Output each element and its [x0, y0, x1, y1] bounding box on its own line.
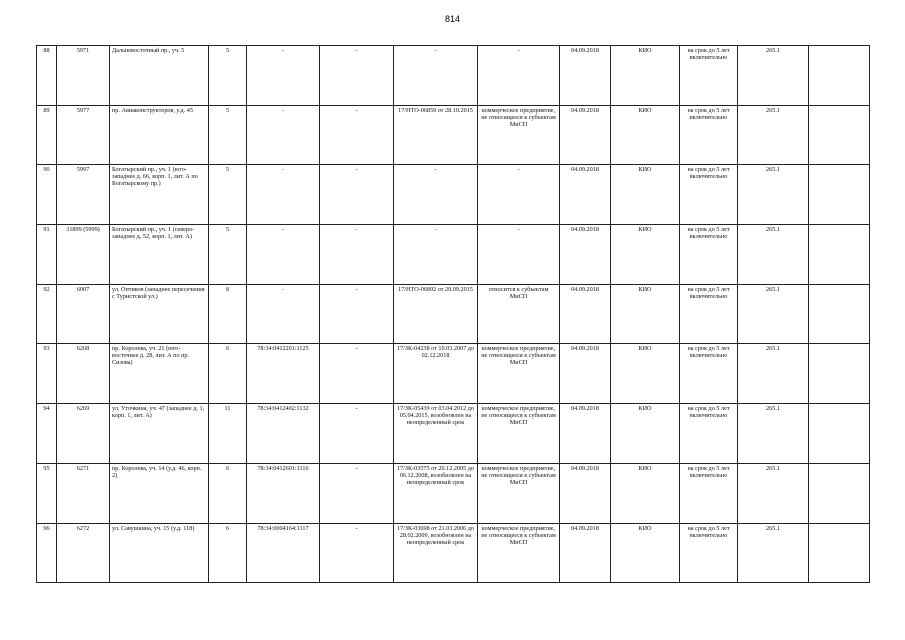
- reference-cell: 265.1: [738, 105, 809, 165]
- contract-cell: 17/НТО-06892 от 29.09.2015: [394, 284, 478, 344]
- term-cell: на срок до 5 лет включительно: [680, 225, 738, 285]
- table-row: [37, 344, 870, 404]
- object-code: 6271: [57, 463, 110, 523]
- tenant-cell: коммерческое предприятие, не относящееся к субъектам МиСП: [478, 105, 560, 165]
- date-cell: 04.09.2018: [560, 523, 611, 583]
- contract-cell: 17/ЗК-05439 от 03.04.2012 до 05.04.2015, возобновлен на неопределенный срок: [394, 404, 478, 464]
- address-cell: ул. Оптиков (западнее пересечения с Туристской ул.): [110, 284, 209, 344]
- object-code: 31899 (5999): [57, 225, 110, 285]
- reference-cell: 265.1: [738, 46, 809, 106]
- table-row: [37, 404, 870, 464]
- column-six-cell: -: [320, 523, 394, 583]
- tenant-cell: коммерческое предприятие, не относящееся к субъектам МиСП: [478, 344, 560, 404]
- address-cell: Богатырский пр., уч. 1 (северо-западнее д. 52, корп. 1, лит. А): [110, 225, 209, 285]
- registry-table: [36, 45, 870, 583]
- area-cell: 5: [209, 165, 247, 225]
- table-row: [37, 284, 870, 344]
- empty-cell: [809, 225, 870, 285]
- contract-cell: -: [394, 165, 478, 225]
- area-cell: 6: [209, 463, 247, 523]
- organization-cell: КИО: [611, 404, 680, 464]
- contract-cell: -: [394, 225, 478, 285]
- organization-cell: КИО: [611, 165, 680, 225]
- date-cell: 04.09.2018: [560, 404, 611, 464]
- tenant-cell: -: [478, 165, 560, 225]
- address-cell: пр. Авиаконструкторов, у.д. 45: [110, 105, 209, 165]
- term-cell: на срок до 5 лет включительно: [680, 284, 738, 344]
- tenant-cell: относится к субъектам МиСП: [478, 284, 560, 344]
- object-code: 5977: [57, 105, 110, 165]
- cadastral-number-cell: -: [247, 165, 320, 225]
- term-cell: на срок до 5 лет включительно: [680, 463, 738, 523]
- term-cell: на срок до 5 лет включительно: [680, 105, 738, 165]
- empty-cell: [809, 105, 870, 165]
- table-row: [37, 225, 870, 285]
- date-cell: 04.09.2018: [560, 46, 611, 106]
- table-row: [37, 105, 870, 165]
- column-six-cell: -: [320, 404, 394, 464]
- tenant-cell: -: [478, 46, 560, 106]
- cadastral-number-cell: -: [247, 46, 320, 106]
- tenant-cell: -: [478, 225, 560, 285]
- organization-cell: КИО: [611, 46, 680, 106]
- empty-cell: [809, 344, 870, 404]
- reference-cell: 265.1: [738, 463, 809, 523]
- reference-cell: 265.1: [738, 284, 809, 344]
- date-cell: 04.09.2018: [560, 463, 611, 523]
- empty-cell: [809, 165, 870, 225]
- address-cell: пр. Королева, уч. 21 (юго-восточнее д. 28, лит. А по пр. Сизова): [110, 344, 209, 404]
- area-cell: 6: [209, 344, 247, 404]
- row-number: 96: [37, 523, 57, 583]
- column-six-cell: -: [320, 284, 394, 344]
- reference-cell: 265.1: [738, 523, 809, 583]
- address-cell: ул. Савушкина, уч. 15 (у.д. 118): [110, 523, 209, 583]
- row-number: 95: [37, 463, 57, 523]
- table-row: [37, 463, 870, 523]
- date-cell: 04.09.2018: [560, 225, 611, 285]
- date-cell: 04.09.2018: [560, 344, 611, 404]
- cadastral-number-cell: -: [247, 284, 320, 344]
- organization-cell: КИО: [611, 225, 680, 285]
- reference-cell: 265.1: [738, 165, 809, 225]
- cadastral-number-cell: 78:34:0412201:1125: [247, 344, 320, 404]
- column-six-cell: -: [320, 344, 394, 404]
- address-cell: ул. Уточкина, уч. 47 (западнее д. 1, корп. 1, лит. А): [110, 404, 209, 464]
- row-number: 92: [37, 284, 57, 344]
- tenant-cell: коммерческое предприятие, не относящееся к субъектам МиСП: [478, 523, 560, 583]
- tenant-cell: коммерческое предприятие, не относящееся к субъектам МиСП: [478, 463, 560, 523]
- object-code: 5997: [57, 165, 110, 225]
- object-code: 6272: [57, 523, 110, 583]
- row-number: 91: [37, 225, 57, 285]
- address-cell: пр. Королева, уч. 14 (у.д. 46, корп. 2): [110, 463, 209, 523]
- contract-cell: 17/ЗК-03575 от 20.12.2005 до 06.12.2008, возобновлен на неопределенный срок: [394, 463, 478, 523]
- organization-cell: КИО: [611, 463, 680, 523]
- contract-cell: 17/НТО-06859 от 28.10.2015: [394, 105, 478, 165]
- term-cell: на срок до 5 лет включительно: [680, 344, 738, 404]
- date-cell: 04.09.2018: [560, 105, 611, 165]
- contract-cell: 17/ЗК-03698 от 21.03.2006 до 28.02.2009, возобновлен на неопределенный срок: [394, 523, 478, 583]
- address-cell: Богатырский пр., уч. 1 (юго-западнее д. 66, корп. 1, лит. А по Богатырскому пр.): [110, 165, 209, 225]
- page-number: 814: [444, 14, 461, 24]
- object-code: 6007: [57, 284, 110, 344]
- empty-cell: [809, 284, 870, 344]
- table-row: [37, 523, 870, 583]
- row-number: 93: [37, 344, 57, 404]
- column-six-cell: -: [320, 165, 394, 225]
- object-code: 6269: [57, 404, 110, 464]
- empty-cell: [809, 523, 870, 583]
- empty-cell: [809, 46, 870, 106]
- date-cell: 04.09.2018: [560, 284, 611, 344]
- term-cell: на срок до 5 лет включительно: [680, 165, 738, 225]
- column-six-cell: -: [320, 463, 394, 523]
- term-cell: на срок до 5 лет включительно: [680, 404, 738, 464]
- reference-cell: 265.1: [738, 225, 809, 285]
- organization-cell: КИО: [611, 105, 680, 165]
- row-number: 94: [37, 404, 57, 464]
- column-six-cell: -: [320, 225, 394, 285]
- row-number: 90: [37, 165, 57, 225]
- empty-cell: [809, 463, 870, 523]
- column-six-cell: -: [320, 46, 394, 106]
- organization-cell: КИО: [611, 523, 680, 583]
- address-cell: Дальневосточный пр., уч. 5: [110, 46, 209, 106]
- table-row: [37, 165, 870, 225]
- contract-cell: -: [394, 46, 478, 106]
- reference-cell: 265.1: [738, 404, 809, 464]
- area-cell: 5: [209, 225, 247, 285]
- empty-cell: [809, 404, 870, 464]
- object-code: 5971: [57, 46, 110, 106]
- row-number: 88: [37, 46, 57, 106]
- column-six-cell: -: [320, 105, 394, 165]
- row-number: 89: [37, 105, 57, 165]
- table-body: [37, 46, 870, 583]
- cadastral-number-cell: 78:34:0412402:1132: [247, 404, 320, 464]
- tenant-cell: коммерческое предприятие, не относящееся к субъектам МиСП: [478, 404, 560, 464]
- reference-cell: 265.1: [738, 344, 809, 404]
- table-row: [37, 46, 870, 106]
- area-cell: 5: [209, 46, 247, 106]
- area-cell: 6: [209, 523, 247, 583]
- organization-cell: КИО: [611, 344, 680, 404]
- cadastral-number-cell: -: [247, 105, 320, 165]
- cadastral-number-cell: -: [247, 225, 320, 285]
- cadastral-number-cell: 78:34:0004164:1117: [247, 523, 320, 583]
- area-cell: 11: [209, 404, 247, 464]
- object-code: 6268: [57, 344, 110, 404]
- contract-cell: 17/ЗК-04238 от 10.03.2007 до 02.12.2018: [394, 344, 478, 404]
- date-cell: 04.09.2018: [560, 165, 611, 225]
- cadastral-number-cell: 78:34:0412601:1116: [247, 463, 320, 523]
- organization-cell: КИО: [611, 284, 680, 344]
- area-cell: 8: [209, 284, 247, 344]
- term-cell: на срок до 5 лет включительно: [680, 523, 738, 583]
- term-cell: на срок до 5 лет включительно: [680, 46, 738, 106]
- area-cell: 5: [209, 105, 247, 165]
